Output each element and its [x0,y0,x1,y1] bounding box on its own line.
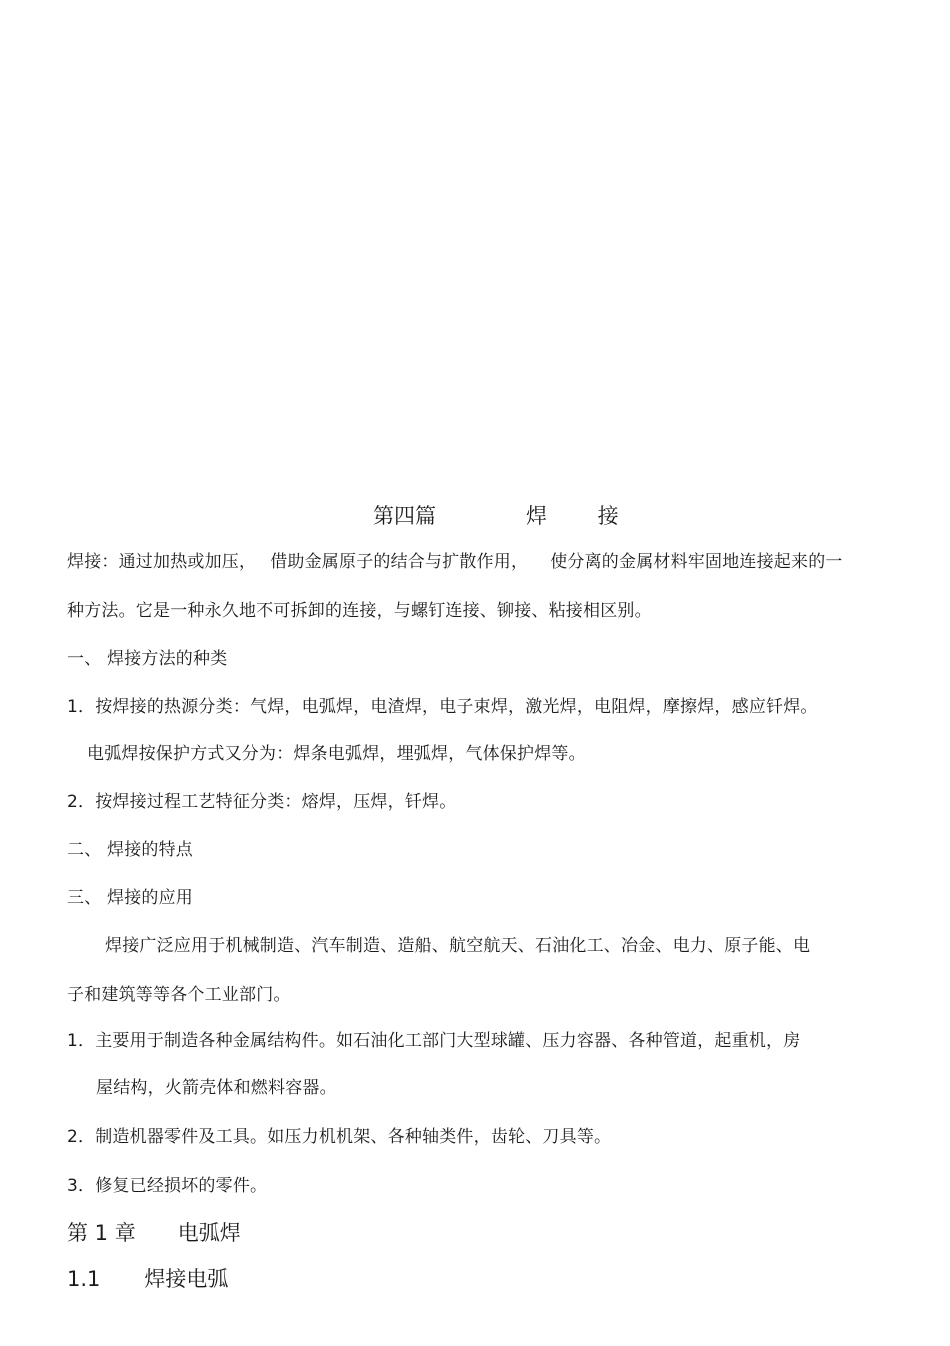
definition-part-3: 使分离的金属材料牢固地连接起来的一 [550,552,843,572]
chapter-title: 电弧焊 [177,1221,241,1245]
definition-line-2: 种方法。它是一种永久地不可拆卸的连接，与螺钉连接、铆接、粘接相区别。 [67,601,652,621]
part-number: 第四篇 [373,504,436,528]
section-heading-types: 一、 焊接方法的种类 [67,649,228,669]
application-line-1: 焊接广泛应用于机械制造、汽车制造、造船、航空航天、石油化工、冶金、电力、原子能、电 [105,936,811,956]
chapter-number: 第 1 章 [67,1221,136,1245]
section-title: 焊接电弧 [144,1267,229,1291]
part-heading [373,502,641,530]
section-heading-applications: 三、 焊接的应用 [67,888,194,908]
application-line-2: 子和建筑等等各个工业部门。 [67,985,291,1005]
list-item-heat-source-sub: 电弧焊按保护方式又分为：焊条电弧焊，埋弧焊，气体保护焊等。 [87,744,586,764]
list-item-heat-source: 1．按焊接的热源分类：气焊，电弧焊，电渣焊，电子束焊，激光焊，电阻焊，摩擦焊，感应钎焊。 [67,697,818,717]
definition-part-1: 焊接：通过加热或加压， [67,552,257,572]
part-title: 焊 接 [526,504,641,528]
definition-line-1 [67,551,843,573]
definition-part-2: 借助金属原子的结合与扩散作用， [270,552,529,572]
section-number: 1.1 [67,1267,101,1291]
section-heading [67,1265,228,1293]
use-item-2: 2．制造机器零件及工具。如压力机机架、各种轴类件，齿轮、刀具等。 [67,1127,612,1147]
use-item-3: 3．修复已经损坏的零件。 [67,1176,268,1196]
use-item-1-line-1: 1．主要用于制造各种金属结构件。如石油化工部门大型球罐、压力容器、各种管道，起重机，房 [67,1031,801,1051]
list-item-process: 2．按焊接过程工艺特征分类：熔焊，压焊，钎焊。 [67,792,457,812]
use-item-1-line-2: 屋结构，火箭壳体和燃料容器。 [96,1078,337,1098]
section-heading-features: 二、 焊接的特点 [67,840,194,860]
chapter-heading [67,1219,241,1247]
